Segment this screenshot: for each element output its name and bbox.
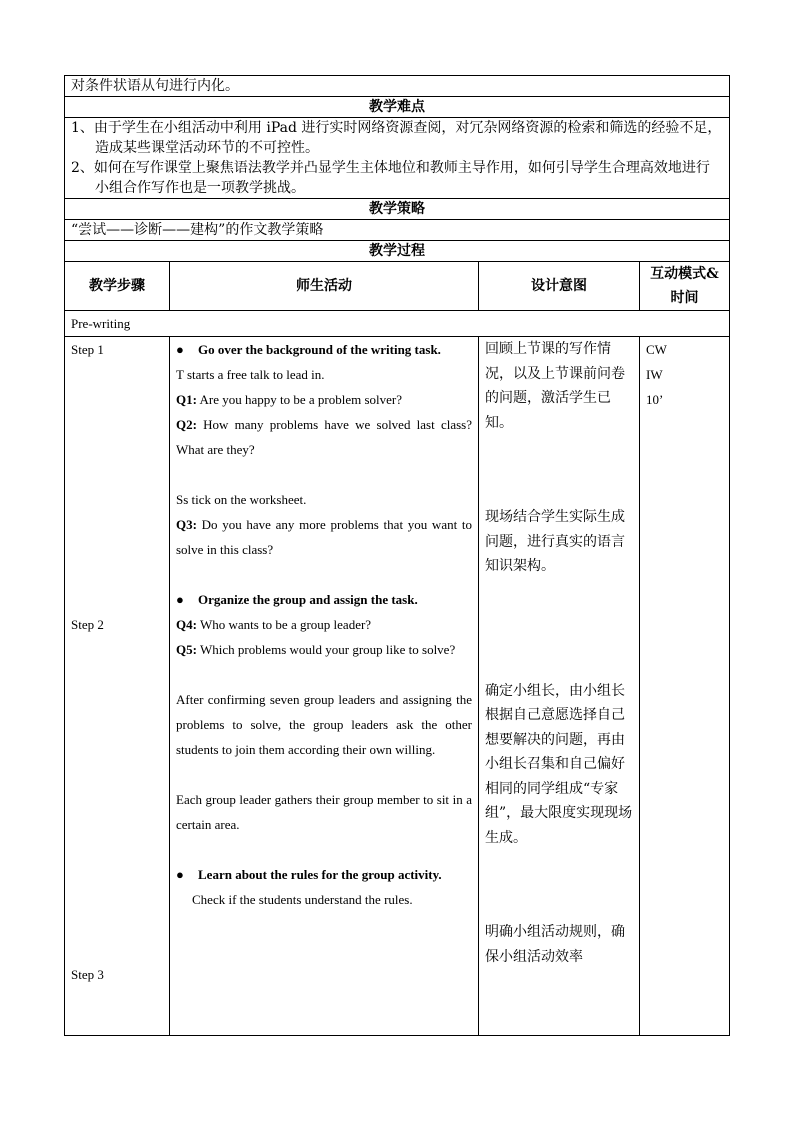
steps-cell bbox=[65, 337, 170, 1036]
lesson-plan-page bbox=[64, 75, 729, 1036]
mode-iw: IW bbox=[646, 367, 663, 382]
bullet-icon: ● bbox=[176, 592, 184, 607]
strategy-title-row bbox=[65, 199, 730, 220]
strategy-text: “尝试——诊断——建构”的作文教学策略 bbox=[65, 220, 730, 241]
step-2-label: Step 2 bbox=[71, 617, 104, 632]
intent-3: 确定小组长，由小组长根据自己意愿选择自己想要解决的问题，再由小组长召集和自己偏好相同的同学组成“专家组”，最大限度实现现场生成。 bbox=[485, 682, 633, 846]
stage-label: Pre-writing bbox=[65, 311, 730, 337]
mode-cw: CW bbox=[646, 342, 667, 357]
mode-cell bbox=[640, 337, 730, 1036]
difficulty-item-1: 1、由于学生在小组活动中利用 iPad 进行实时网络资源查阅，对冗杂网络资源的检索和筛选的经验不足，造成某些课堂活动环节的不可控性。 bbox=[71, 120, 722, 156]
question-1: Q1: Are you happy to be a problem solver? bbox=[176, 392, 403, 407]
question-3: Q3: Do you have any more problems that you want to solve in this class? bbox=[176, 517, 472, 557]
stage-row bbox=[65, 311, 730, 337]
difficulty-item-2: 2、如何在写作课堂上聚焦语法教学并凸显学生主体地位和教师主导作用，如何引导学生合理高效地进行小组合作写作也是一项教学挑战。 bbox=[71, 160, 710, 196]
mode-time: 10’ bbox=[646, 392, 664, 407]
activity-confirm-leaders: After confirming seven group leaders and assigning the problems to solve, the group leaders ask the other students to join them according their own willing. bbox=[176, 692, 472, 757]
question-2: Q2: How many problems have we solved last class? What are they? bbox=[176, 417, 472, 457]
step-1-label: Step 1 bbox=[71, 342, 104, 357]
difficulty-list-row bbox=[65, 118, 730, 199]
bullet-icon: ● bbox=[176, 867, 184, 882]
header-activities: 师生活动 bbox=[170, 262, 479, 311]
lesson-plan-table bbox=[64, 75, 730, 1036]
process-title: 教学过程 bbox=[65, 241, 730, 262]
activity-check-rules: Check if the students understand the rules. bbox=[192, 892, 413, 907]
bullet-icon: ● bbox=[176, 342, 184, 357]
intro-text: 对条件状语从句进行内化。 bbox=[65, 76, 730, 97]
difficulty-title-row bbox=[65, 97, 730, 118]
bullet-organize-group: ● Organize the group and assign the task. bbox=[176, 587, 472, 612]
intent-4: 明确小组活动规则，确保小组活动效率 bbox=[485, 924, 625, 965]
intent-1: 回顾上节课的写作情况，以及上节课前问卷的问题，激活学生已知。 bbox=[485, 341, 625, 431]
activity-tick-worksheet: Ss tick on the worksheet. bbox=[176, 492, 307, 507]
header-steps: 教学步骤 bbox=[65, 262, 170, 311]
strategy-row bbox=[65, 220, 730, 241]
activity-lead-in: T starts a free talk to lead in. bbox=[176, 367, 325, 382]
intro-row bbox=[65, 76, 730, 97]
header-mode: 互动模式&时间 bbox=[640, 262, 730, 311]
header-intent: 设计意图 bbox=[479, 262, 640, 311]
bullet-background-task: ● Go over the background of the writing task. bbox=[176, 337, 472, 362]
question-4: Q4: Who wants to be a group leader? bbox=[176, 617, 372, 632]
process-title-row bbox=[65, 241, 730, 262]
intent-2: 现场结合学生实际生成问题，进行真实的语言知识架构。 bbox=[485, 509, 625, 574]
steps-row bbox=[65, 337, 730, 1036]
process-header-row bbox=[65, 262, 730, 311]
intent-cell bbox=[479, 337, 640, 1036]
question-5: Q5: Which problems would your group like to solve? bbox=[176, 642, 456, 657]
bullet-group-rules: ● Learn about the rules for the group activity. bbox=[176, 862, 472, 887]
step-3-label: Step 3 bbox=[71, 967, 104, 982]
strategy-title: 教学策略 bbox=[65, 199, 730, 220]
activities-cell bbox=[170, 337, 479, 1036]
difficulty-title: 教学难点 bbox=[65, 97, 730, 118]
activity-gather-members: Each group leader gathers their group member to sit in a certain area. bbox=[176, 792, 472, 832]
